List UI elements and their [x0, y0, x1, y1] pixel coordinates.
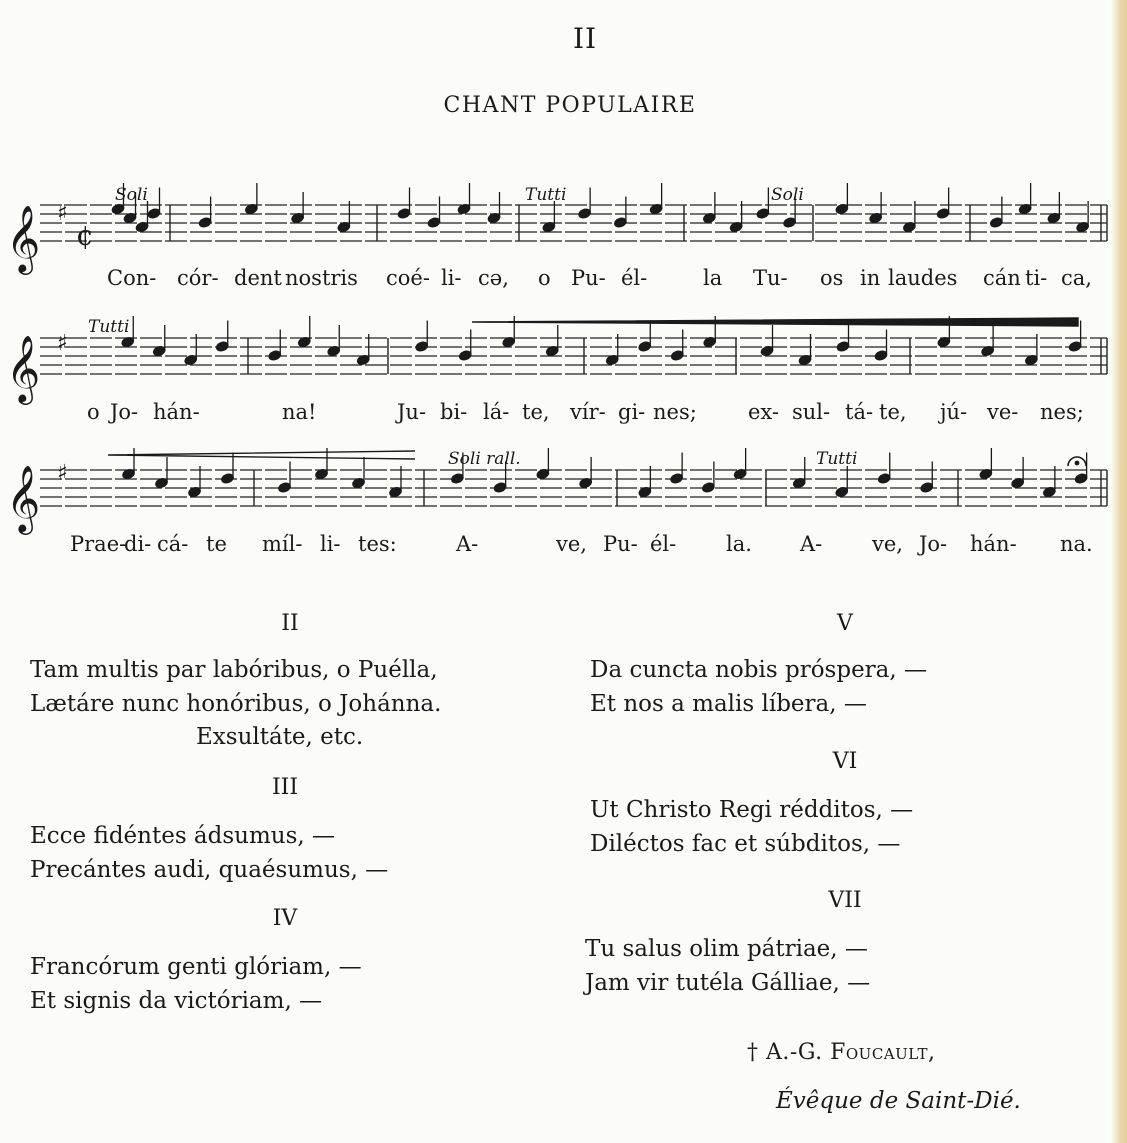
section-number: II — [572, 22, 598, 55]
verse-number: V — [837, 611, 853, 636]
lyric-syllable: míl- — [262, 532, 303, 556]
lyric-syllable: cə, — [478, 266, 509, 290]
verse-line: Precántes audi, quaésumus, — — [30, 857, 389, 883]
lyric-syllable: Con- — [107, 266, 157, 290]
signature-surname: Foucault, — [830, 1040, 936, 1065]
lyric-syllable: jú- — [940, 400, 968, 424]
key-signatures — [57, 201, 68, 486]
staff-lines — [40, 205, 1107, 506]
signature-initials: A.-G. — [766, 1040, 823, 1065]
lyric-syllable: vír- — [570, 400, 606, 424]
lyric-syllable: os — [820, 266, 844, 290]
lyric-syllable: ca, — [1061, 266, 1092, 290]
verse-line: Et signis da victóriam, — — [30, 988, 323, 1014]
lyric-syllable: él- — [650, 532, 677, 556]
lyric-syllable: na! — [282, 400, 317, 424]
lyric-syllable: li- — [441, 266, 462, 290]
verse-number: VII — [828, 888, 862, 913]
verse-line: Tu salus olim pátriae, — — [585, 936, 868, 962]
music-score — [0, 0, 1127, 560]
time-signature: ¢ — [76, 219, 94, 252]
lyric-syllable: Pu- — [603, 532, 638, 556]
lyric-syllable: tes: — [358, 532, 397, 556]
svg-text:♯: ♯ — [57, 461, 68, 486]
lyric-syllable: ve, — [872, 532, 903, 556]
lyric-syllable: bi- — [440, 400, 468, 424]
signature-title: Évêque de Saint-Dié. — [776, 1088, 1021, 1114]
lyric-syllable: la — [703, 266, 723, 290]
lyric-syllable: na. — [1060, 532, 1093, 556]
lyric-syllable: ti- — [1025, 266, 1048, 290]
verse-number: II — [281, 611, 299, 636]
direction-soli: Soli — [771, 185, 804, 205]
lyric-syllable: dent — [234, 266, 282, 290]
lyric-syllable: o — [538, 266, 551, 290]
lyric-syllable: ex- — [748, 400, 779, 424]
direction-tutti: Tutti — [816, 449, 858, 469]
lyric-syllable: nes; — [1040, 400, 1084, 424]
verse-line: Et nos a malis líbera, — — [590, 691, 867, 717]
verse-line: Tam multis par labóribus, o Puélla, — [30, 657, 438, 683]
svg-text:𝄞: 𝄞 — [6, 204, 41, 272]
lyric-syllable: tá- — [845, 400, 874, 424]
lyric-syllable: ve- — [987, 400, 1019, 424]
crescendo-hairpins — [108, 318, 1078, 459]
verse-number: III — [271, 775, 299, 800]
lyric-syllable: Pu- — [571, 266, 606, 290]
lyric-syllable: ve, — [556, 532, 587, 556]
lyric-syllable: hán- — [970, 532, 1017, 556]
lyric-syllable: di- — [124, 532, 152, 556]
verse-refrain: Exsultáte, etc. — [196, 724, 364, 750]
lyric-syllable: A- — [800, 532, 823, 556]
signature-name — [747, 1040, 936, 1065]
lyric-syllable: cór- — [177, 266, 219, 290]
verse-line: Francórum genti glóriam, — — [30, 954, 362, 980]
lyric-syllable: li- — [320, 532, 341, 556]
lyric-syllable: nostris — [285, 266, 358, 290]
lyric-syllable: A- — [456, 532, 479, 556]
lyric-syllable: te — [206, 532, 227, 556]
cross-symbol: † — [747, 1040, 759, 1065]
lyric-syllable: sul- — [792, 400, 831, 424]
lyric-syllable: cá- — [157, 532, 189, 556]
lyric-syllable: Prae- — [70, 532, 127, 556]
direction-tutti: Tutti — [525, 185, 567, 205]
lyric-syllable: o — [87, 400, 100, 424]
notes — [111, 183, 1090, 498]
svg-text:𝄞: 𝄞 — [6, 334, 41, 402]
verse-line: Lætáre nunc honóribus, o Johánna. — [30, 691, 442, 717]
svg-text:𝄞: 𝄞 — [6, 464, 41, 532]
lyric-syllable: hán- — [153, 400, 200, 424]
svg-text:♯: ♯ — [57, 201, 68, 226]
lyric-syllable: lá- — [483, 400, 510, 424]
lyric-syllable: Ju- — [397, 400, 427, 424]
svg-text:♯: ♯ — [57, 331, 68, 356]
lyric-syllable: él- — [621, 266, 648, 290]
lyric-syllable: Jo- — [919, 532, 948, 556]
lyric-syllable: Tu- — [753, 266, 788, 290]
verse-number: VI — [832, 749, 858, 774]
verse-line: Jam vir tutéla Gálliae, — — [585, 970, 871, 996]
lyric-syllable: laudes — [888, 266, 958, 290]
direction-soli-rall: Soli rall. — [448, 449, 521, 469]
lyric-syllable: in — [860, 266, 881, 290]
verse-line: Diléctos fac et súbditos, — — [590, 831, 901, 857]
lyric-syllable: gi- — [618, 400, 646, 424]
lyric-syllable: Jo- — [110, 400, 139, 424]
lyric-syllable: te, — [522, 400, 550, 424]
verse-number: IV — [272, 906, 298, 931]
direction-soli: Soli — [115, 185, 148, 205]
lyric-syllable: te, — [879, 400, 907, 424]
verse-line: Ut Christo Regi rédditos, — — [590, 797, 914, 823]
verse-line: Ecce fidéntes ádsumus, — — [30, 823, 336, 849]
fermata — [1068, 457, 1086, 466]
lyric-syllable: coé- — [386, 266, 430, 290]
direction-tutti: Tutti — [88, 317, 130, 337]
lyric-syllable: la. — [726, 532, 752, 556]
lyric-syllable: nes; — [653, 400, 697, 424]
verse-line: Da cuncta nobis próspera, — — [590, 657, 928, 683]
clefs — [6, 204, 40, 535]
page-title: CHANT POPULAIRE — [443, 93, 697, 118]
lyric-syllable: cán — [983, 266, 1021, 290]
